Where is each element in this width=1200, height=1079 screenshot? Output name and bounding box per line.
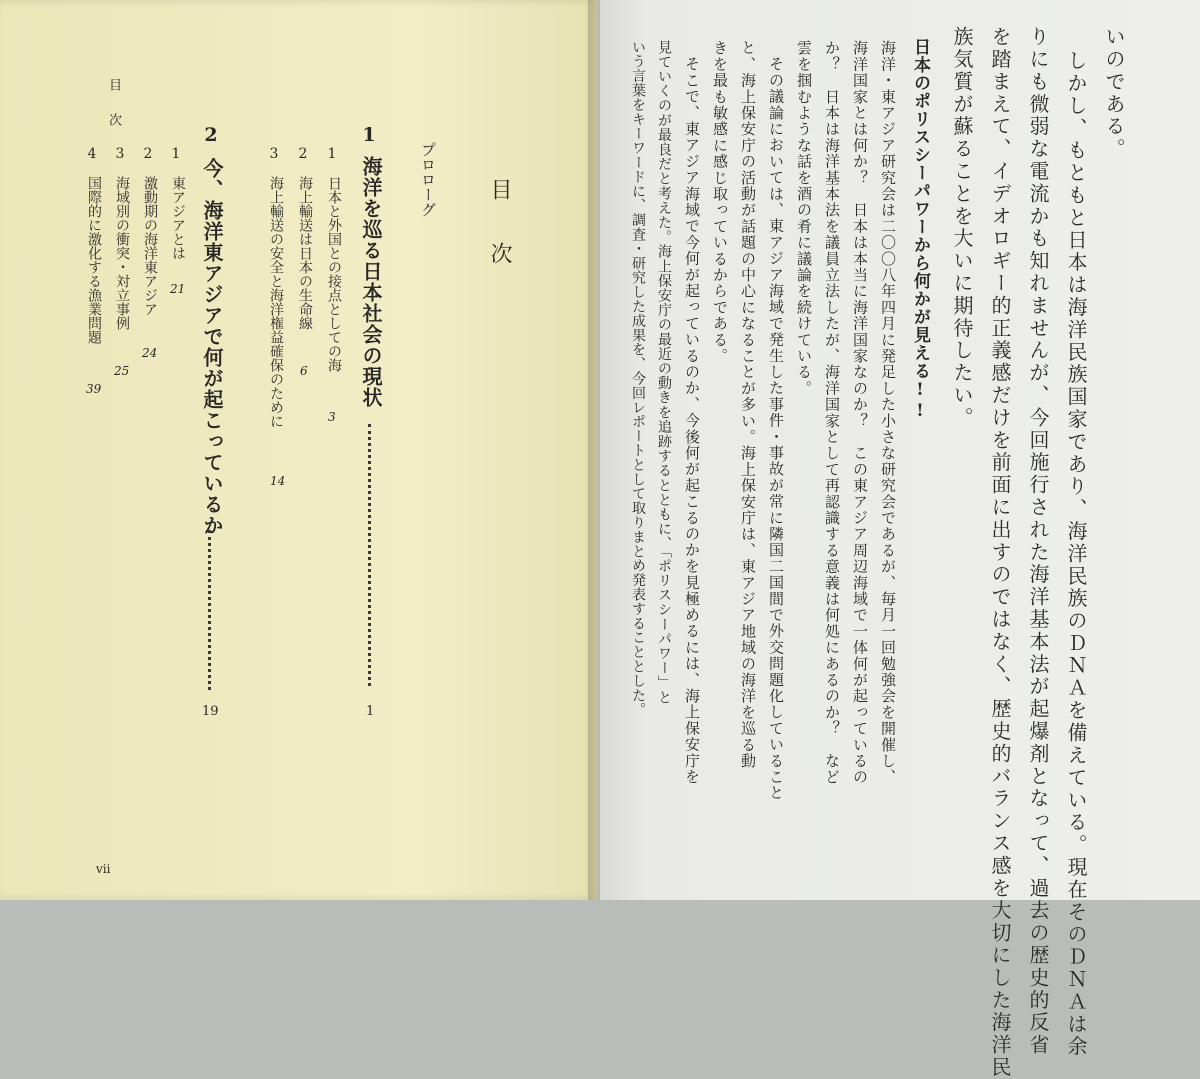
body-line-5: 族気質が蘇ることを大いに期待したい。 (950, 26, 974, 430)
chapter-2-section-4-title: 国際的に激化する漁業問題 (86, 176, 102, 344)
body2-line-1: 海洋・東アジア研究会は二〇〇八年四月に発足した小さな研究会であるが、毎月一回勉強会を開催し、 (879, 40, 897, 786)
chapter-2-section-4-page: 39 (86, 382, 102, 396)
running-header: 目次 (106, 78, 121, 148)
chapter-2-section-2-title: 激動期の海洋東アジア (142, 176, 158, 316)
right-page-body-text (600, 0, 1200, 1079)
chapter-1-section-2-title: 海上輸送は日本の生命線 (297, 176, 313, 330)
chapter-2-section-3-title: 海域別の衝突・対立事例 (114, 176, 130, 330)
chapter-2-page: 19 (202, 704, 219, 719)
toc-prologue: プロローグ (419, 142, 437, 217)
page-folio: vii (96, 862, 111, 876)
chapter-2-number: 2 (200, 124, 222, 146)
chapter-1-section-2-number: 2 (295, 146, 311, 162)
chapter-2-leader-dots (208, 530, 211, 690)
chapter-1-number: 1 (358, 124, 380, 146)
section-heading: 日本のポリスシーパワーから何かが見える!! (910, 38, 930, 422)
body2-line-7: きを最も敏感に感じ取っているからである。 (711, 40, 729, 364)
chapter-1-section-1-page: 3 (328, 410, 336, 424)
body-line-2: しかし、もともと日本は海洋民族国家であり、海洋民族のＤＮＡを備えている。現在そのＤＮＡは余 (1064, 50, 1088, 1058)
chapter-2-title: 今、海洋東アジアで何が起こっているか (200, 158, 224, 536)
chapter-1-section-1-number: 1 (324, 146, 340, 162)
chapter-1-section-1-title: 日本と外国との接点としての海 (326, 176, 342, 372)
body2-line-8: そこで、東アジア海域で今何が起っているのか、今後何が起こるのかを見極めるには、海上保安庁を (683, 56, 701, 785)
body3-line-1: 見ていくのが最良だと考えた。海上保安庁の最近の動きを追跡するとともに、「ポリスシーパワー」と (656, 40, 672, 705)
body2-line-5: その議論においては、東アジア海域で発生した事件・事故が常に隣国二国間で外交問題化していること (767, 56, 785, 802)
chapter-1-section-3-number: 3 (266, 146, 282, 162)
chapter-2-section-1-page: 21 (170, 282, 186, 296)
chapter-2-section-4-number: 4 (84, 146, 100, 162)
chapter-1-leader-dots (368, 424, 371, 686)
chapter-2-section-3-number: 3 (112, 146, 128, 162)
left-page-table-of-contents (0, 0, 598, 900)
body2-line-6: と、海上保安庁の活動が話題の中心になることが多い。海上保安庁は、東アジア地域の海洋を巡る動 (739, 40, 757, 769)
body2-line-3: か？ 日本は海洋基本法を議員立法したが、海洋国家として再認識する意義は何処にあるのか？ など (823, 40, 841, 786)
chapter-1-section-3-title: 海上輸送の安全と海洋権益確保のために (268, 176, 284, 428)
toc-title: 目次 (487, 178, 512, 306)
chapter-1-section-3-page: 14 (270, 474, 286, 488)
chapter-2-section-2-number: 2 (140, 146, 156, 162)
chapter-2-section-2-page: 24 (142, 346, 158, 360)
chapter-1-page: 1 (366, 704, 375, 719)
body2-line-2: 海洋国家とは何か？ 日本は本当に海洋国家なのか？ この東アジア周辺海域で一体何が起っているの (851, 40, 869, 786)
body-line-4: を踏まえて、イデオロギー的正義感だけを前面に出すのではなく、歴史的バランス感を大切にした海洋民 (988, 26, 1012, 1079)
body2-line-4: 雲を掴むような話を酒の肴に議論を続けている。 (795, 40, 813, 397)
chapter-2-section-1-title: 東アジアとは (170, 176, 186, 260)
chapter-1-title: 海洋を巡る日本社会の現状 (359, 156, 383, 408)
body3-line-2: いう言葉をキーワードに、調査・研究した成果を、今回レポートとして取りまとめ発表することとした。 (630, 40, 646, 717)
chapter-2-section-3-page: 25 (114, 364, 130, 378)
body-line-3: りにも微弱な電流かも知れませんが、今回施行された海洋基本法が起爆剤となって、過去の歴史的反省 (1026, 26, 1050, 1057)
chapter-2-section-1-number: 1 (168, 146, 184, 162)
chapter-1-section-2-page: 6 (300, 364, 308, 378)
body-line-1: いのである。 (1102, 26, 1126, 161)
